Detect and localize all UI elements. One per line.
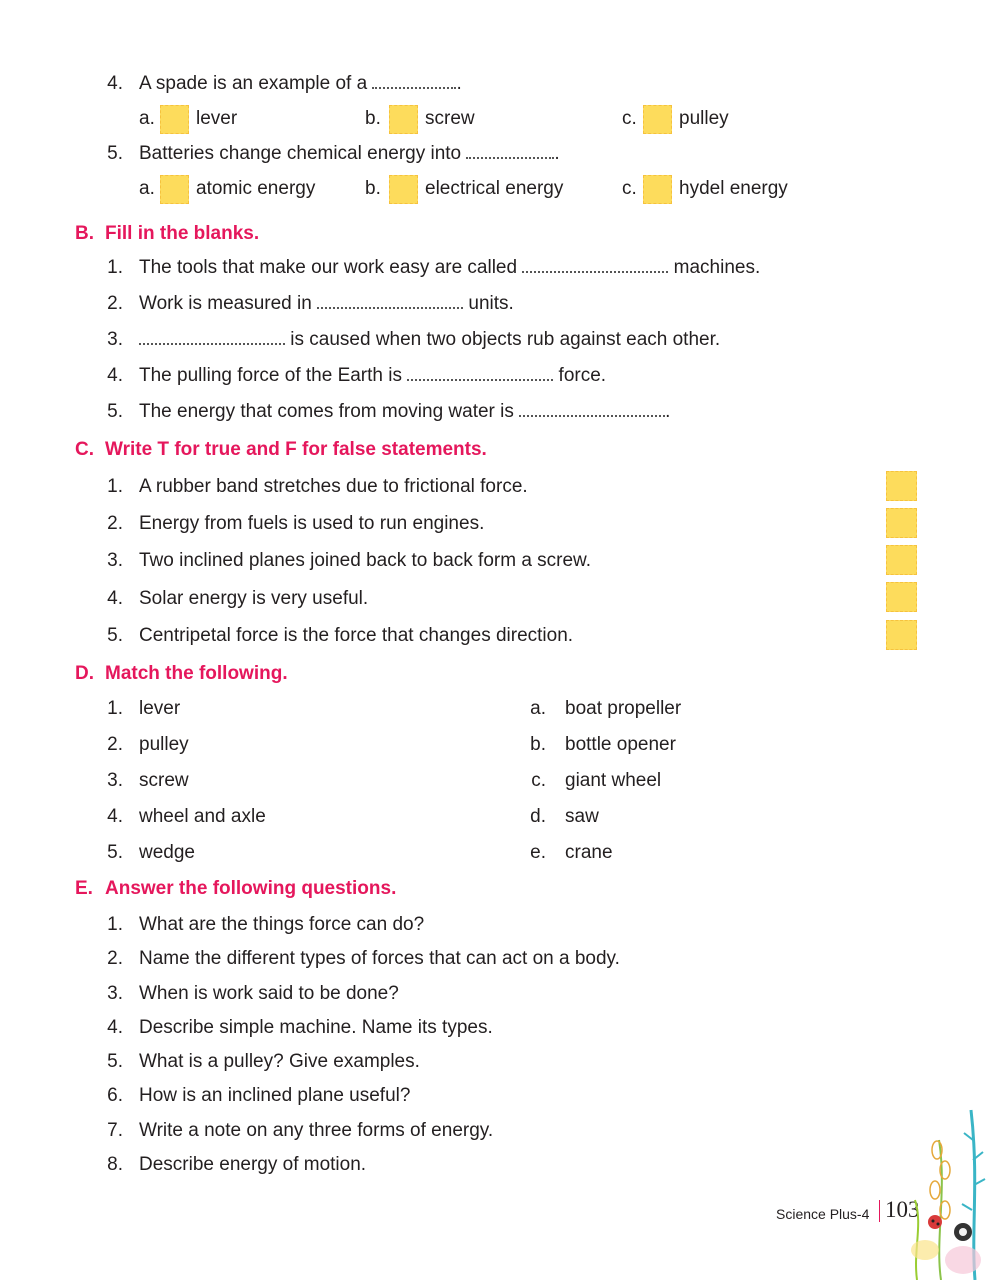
- question-text: When is work said to be done?: [139, 983, 399, 1004]
- answer-checkbox[interactable]: [389, 105, 418, 134]
- fill-blank-item: Work is measured in units.: [139, 293, 514, 314]
- answer-blank[interactable]: [139, 329, 285, 345]
- statement-text: Centripetal force is the force that changes direction.: [139, 625, 574, 646]
- answer-checkbox[interactable]: [160, 175, 189, 204]
- answer-box[interactable]: [886, 508, 917, 538]
- option-text: pulley: [679, 108, 729, 129]
- answer-blank[interactable]: [407, 365, 553, 381]
- answer-blank[interactable]: [522, 257, 668, 273]
- question-text: Describe simple machine. Name its types.: [139, 1017, 493, 1038]
- item-number: 3.: [107, 770, 123, 791]
- item-letter: e.: [530, 842, 546, 863]
- match-left-item: wheel and axle: [139, 806, 266, 827]
- item-number: 3.: [107, 983, 123, 1004]
- match-right-item: boat propeller: [565, 698, 682, 719]
- book-title: Science Plus-4: [776, 1206, 870, 1222]
- answer-checkbox[interactable]: [643, 105, 672, 134]
- option-letter: c.: [622, 178, 637, 199]
- answer-box[interactable]: [886, 471, 917, 501]
- item-number: 1.: [107, 914, 123, 935]
- section-heading: B. Fill in the blanks.: [75, 223, 260, 244]
- floral-decoration-icon: [905, 1100, 989, 1280]
- question-number: 5.: [107, 143, 123, 164]
- option-text: atomic energy: [196, 178, 316, 199]
- item-number: 5.: [107, 1051, 123, 1072]
- question-text: Describe energy of motion.: [139, 1154, 367, 1175]
- option-letter: a.: [139, 108, 155, 129]
- match-right-item: crane: [565, 842, 613, 863]
- item-number: 4.: [107, 588, 123, 609]
- statement-text: Two inclined planes joined back to back form a screw.: [139, 550, 592, 571]
- option-letter: b.: [365, 178, 381, 199]
- item-number: 4.: [107, 806, 123, 827]
- fill-blank-item: The pulling force of the Earth is force.: [139, 365, 607, 386]
- match-left-item: screw: [139, 770, 189, 791]
- footer-divider: [879, 1200, 880, 1222]
- item-number: 5.: [107, 842, 123, 863]
- answer-box[interactable]: [886, 582, 917, 612]
- item-number: 8.: [107, 1154, 123, 1175]
- question-text: Write a note on any three forms of energy.: [139, 1120, 494, 1141]
- item-number: 2.: [107, 513, 123, 534]
- answer-checkbox[interactable]: [160, 105, 189, 134]
- item-number: 4.: [107, 365, 123, 386]
- answer-blank[interactable]: [519, 401, 665, 417]
- option-letter: c.: [622, 108, 637, 129]
- question-text: What are the things force can do?: [139, 914, 425, 935]
- option-letter: b.: [365, 108, 381, 129]
- fill-blank-item: The energy that comes from moving water is .: [139, 401, 671, 422]
- item-number: 3.: [107, 550, 123, 571]
- item-number: 1.: [107, 698, 123, 719]
- item-letter: b.: [530, 734, 546, 755]
- item-number: 1.: [107, 476, 123, 497]
- item-letter: a.: [530, 698, 546, 719]
- item-number: 2.: [107, 293, 123, 314]
- match-left-item: lever: [139, 698, 181, 719]
- statement-text: Solar energy is very useful.: [139, 588, 369, 609]
- item-number: 5.: [107, 401, 123, 422]
- question-text: What is a pulley? Give examples.: [139, 1051, 420, 1072]
- question-text: A spade is an example of a .: [139, 73, 462, 94]
- option-letter: a.: [139, 178, 155, 199]
- option-text: hydel energy: [679, 178, 788, 199]
- answer-box[interactable]: [886, 545, 917, 575]
- section-heading: C. Write T for true and F for false statements.: [75, 439, 487, 460]
- answer-box[interactable]: [886, 620, 917, 650]
- answer-blank[interactable]: [317, 293, 463, 309]
- fill-blank-item: is caused when two objects rub against each other.: [139, 328, 720, 352]
- fill-blank-item: The tools that make our work easy are called machines.: [139, 257, 761, 278]
- item-number: 2.: [107, 734, 123, 755]
- option-text: electrical energy: [425, 178, 564, 199]
- option-text: screw: [425, 108, 475, 129]
- item-letter: c.: [531, 770, 546, 791]
- item-number: 4.: [107, 1017, 123, 1038]
- page-number: 103: [885, 1197, 920, 1222]
- match-right-item: giant wheel: [565, 770, 662, 791]
- answer-checkbox[interactable]: [643, 175, 672, 204]
- option-text: lever: [196, 108, 238, 129]
- item-number: 1.: [107, 257, 123, 278]
- question-number: 4.: [107, 73, 123, 94]
- item-number: 3.: [107, 329, 123, 350]
- answer-checkbox[interactable]: [389, 175, 418, 204]
- section-heading: E. Answer the following questions.: [75, 878, 397, 899]
- match-left-item: pulley: [139, 734, 189, 755]
- statement-text: Energy from fuels is used to run engines.: [139, 513, 485, 534]
- question-text: Name the different types of forces that can act on a body.: [139, 948, 620, 969]
- question-text: How is an inclined plane useful?: [139, 1085, 411, 1106]
- question-text: Batteries change chemical energy into .: [139, 143, 560, 164]
- item-letter: d.: [530, 806, 546, 827]
- match-right-item: saw: [565, 806, 599, 827]
- item-number: 5.: [107, 625, 123, 646]
- item-number: 6.: [107, 1085, 123, 1106]
- item-number: 7.: [107, 1120, 123, 1141]
- match-left-item: wedge: [139, 842, 195, 863]
- match-right-item: bottle opener: [565, 734, 676, 755]
- statement-text: A rubber band stretches due to frictional force.: [139, 476, 528, 497]
- item-number: 2.: [107, 948, 123, 969]
- section-heading: D. Match the following.: [75, 663, 288, 684]
- answer-blank[interactable]: [466, 143, 554, 159]
- answer-blank[interactable]: [372, 73, 456, 89]
